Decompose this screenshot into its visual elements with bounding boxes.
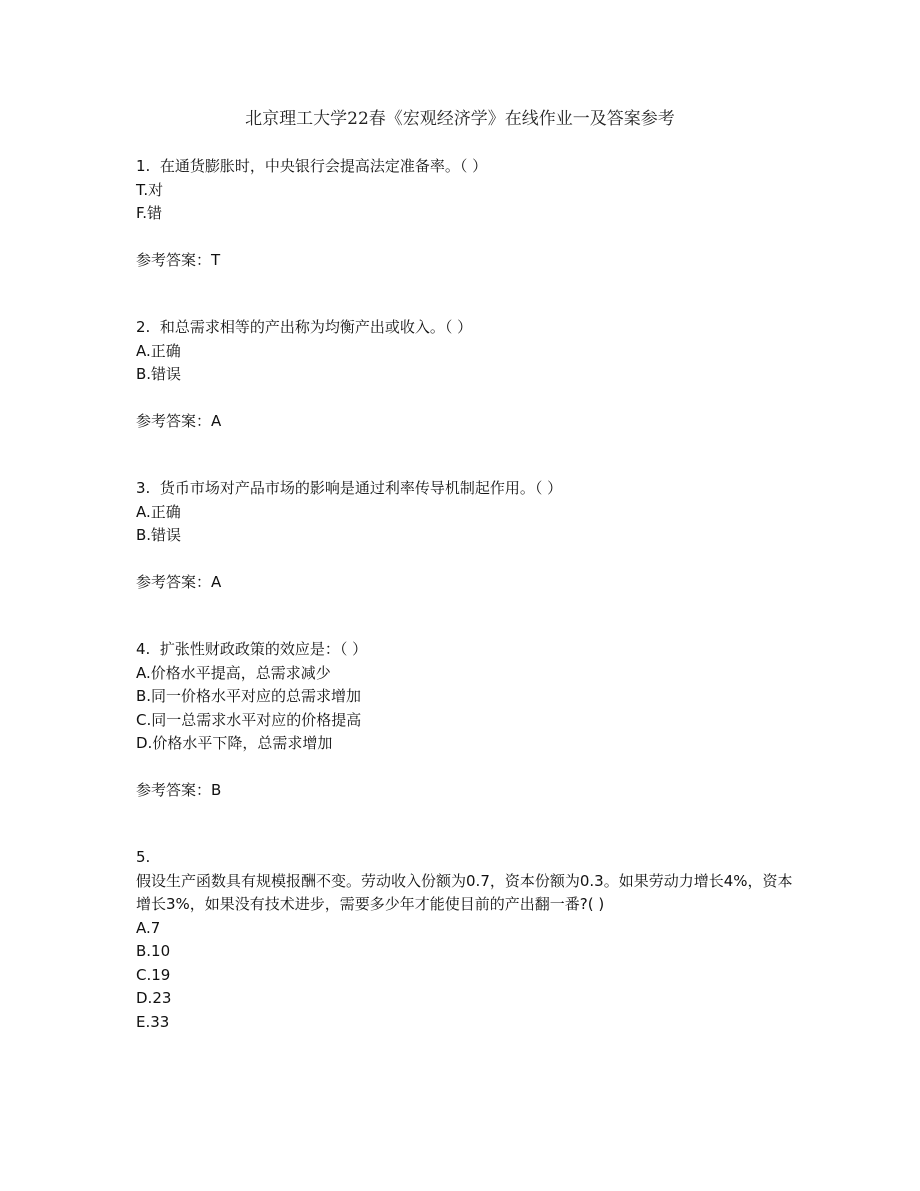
question-3 [136, 477, 796, 595]
option-b: B.错误 [136, 526, 182, 544]
question-number: 4. [136, 640, 151, 658]
option-a: A.正确 [136, 341, 181, 360]
question-stem [136, 155, 796, 179]
question-text: 假设生产函数具有规模报酬不变。劳动收入份额为0.7，资本份额为0.3。如果劳动力增长4%，资本增长3%，如果没有技术进步，需要多少年才能使目前的产出翻一番?( ) [136, 871, 793, 913]
answer-label: 参考答案： [136, 251, 212, 269]
option-d: D.23 [136, 989, 172, 1007]
option-b: B.10 [136, 942, 171, 960]
question-text: 扩张性财政政策的效应是：（ ） [159, 640, 368, 658]
question-text: 货币市场对产品市场的影响是通过利率传导机制起作用。（ ） [159, 479, 563, 497]
question-text: 在通货膨胀时，中央银行会提高法定准备率。（ ） [159, 157, 488, 175]
question-2 [136, 316, 796, 434]
option-a: A.价格水平提高，总需求减少 [136, 663, 331, 682]
answer-line [136, 410, 796, 434]
answer-value: A [211, 573, 222, 591]
option-d: D.价格水平下降，总需求增加 [136, 734, 333, 752]
question-number: 2. [136, 318, 151, 336]
option-b: B.错误 [136, 365, 182, 383]
question-number: 5. [136, 848, 151, 866]
question-stem [136, 638, 796, 662]
question-text: 和总需求相等的产出称为均衡产出或收入。（ ） [159, 318, 473, 336]
answer-label: 参考答案： [136, 781, 212, 799]
answer-label: 参考答案： [136, 412, 212, 430]
question-number: 3. [136, 479, 151, 497]
option-c: C.同一总需求水平对应的价格提高 [136, 710, 362, 729]
option-f: F.错 [136, 204, 162, 222]
option-b: B.同一价格水平对应的总需求增加 [136, 687, 362, 705]
answer-value: T [211, 251, 221, 269]
option-c: C.19 [136, 965, 171, 984]
option-e: E.33 [136, 1012, 170, 1031]
question-stem [136, 316, 796, 340]
question-stem [136, 477, 796, 501]
answer-value: A [211, 412, 222, 430]
option-t: T.对 [136, 180, 164, 199]
question-number: 1. [136, 157, 151, 175]
answer-line [136, 571, 796, 595]
question-5 [136, 846, 796, 1034]
answer-line [136, 779, 796, 803]
answer-label: 参考答案： [136, 573, 212, 591]
option-a: A.7 [136, 918, 161, 937]
answer-value: B [211, 781, 222, 799]
question-4 [136, 638, 796, 803]
page-title: 北京理工大学22春《宏观经济学》在线作业一及答案参考 [245, 109, 675, 129]
option-a: A.正确 [136, 502, 181, 521]
answer-line [136, 249, 796, 273]
question-1 [136, 155, 796, 273]
